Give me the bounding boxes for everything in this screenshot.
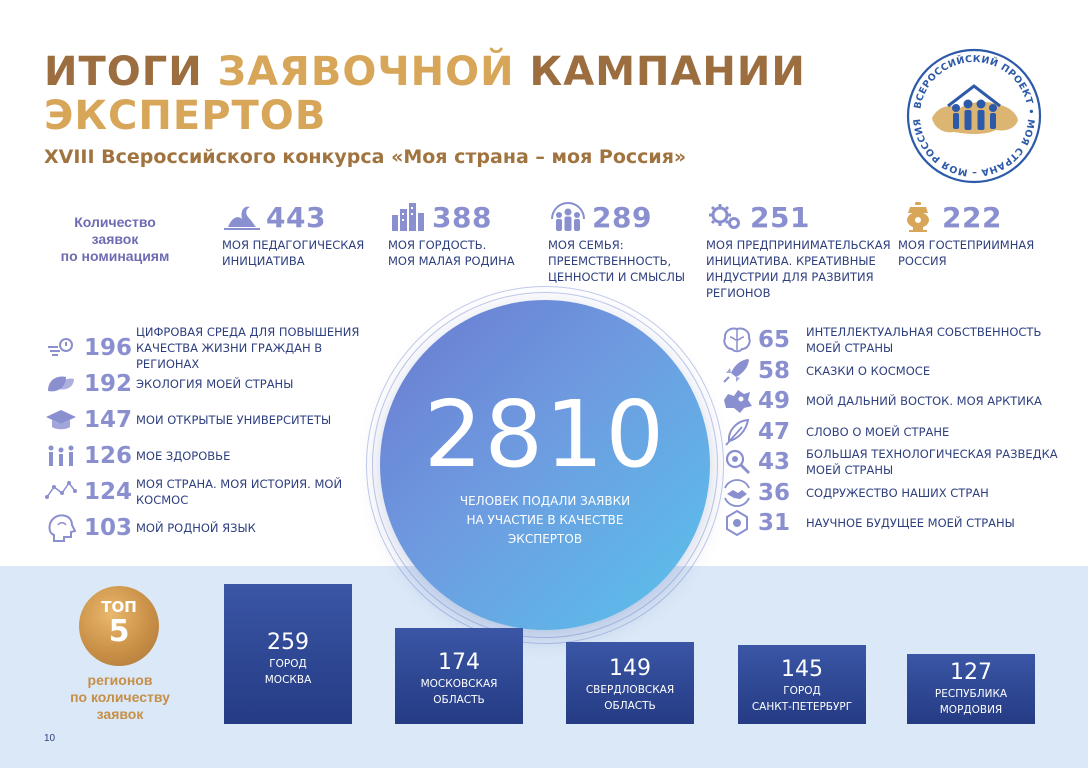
page-subtitle: XVIII Всероссийского конкурса «Моя страна – моя Россия»	[44, 146, 687, 168]
list-item: 36 СОДРУЖЕСТВО НАШИХ СТРАН	[720, 478, 1070, 509]
nominations-list-right	[720, 325, 1070, 539]
region-value: 149	[609, 656, 651, 681]
top5-badge-label: ТОП	[101, 598, 137, 616]
constellation-icon	[44, 477, 78, 507]
region-mordovia	[907, 654, 1035, 724]
region-label-line: СВЕРДЛОВСКАЯ	[585, 684, 675, 696]
list-item: 43 БОЛЬШАЯ ТЕХНОЛОГИЧЕСКАЯ РАЗВЕДКА МОЕЙ СТРАНЫ	[720, 447, 1070, 478]
region-saint-petersburg	[738, 645, 866, 724]
logo-ring-text: ВСЕРОССИЙСКИЙ ПРОЕКТ • МОЯ СТРАНА – МОЯ РОССИЯ	[911, 53, 1037, 179]
list-item: 49 МОЙ ДАЛЬНИЙ ВОСТОК. МОЯ АРКТИКА	[720, 386, 1070, 417]
city-icon	[388, 201, 428, 233]
nomination-value: 222	[942, 200, 1002, 234]
total-value: 2810	[423, 381, 667, 488]
page-number: 10	[44, 733, 56, 744]
brain-icon	[720, 325, 754, 355]
region-label-line: ГОРОД	[269, 658, 307, 670]
region-label-line: РЕСПУБЛИКА	[934, 688, 1008, 700]
list-item: 196 ЦИФРОВАЯ СРЕДА ДЛЯ ПОВЫШЕНИЯ КАЧЕСТВА ЖИЗНИ ГРАЖДАН В РЕГИОНАХ	[44, 330, 384, 366]
nomination-value: 289	[592, 200, 652, 234]
list-item: 147 МОИ ОТКРЫТЫЕ УНИВЕРСИТЕТЫ	[44, 402, 384, 438]
region-label-line: МОСКВА	[264, 674, 312, 686]
leaves-icon	[44, 369, 78, 399]
family-icon	[548, 201, 588, 233]
project-logo	[904, 46, 1044, 186]
total-caption: ЧЕЛОВЕК ПОДАЛИ ЗАЯВКИ НА УЧАСТИЕ В КАЧЕСТВЕ ЭКСПЕРТОВ	[459, 494, 631, 546]
swan-icon	[222, 201, 262, 233]
list-item: 124 МОЯ СТРАНА. МОЯ ИСТОРИЯ. МОЙ КОСМОС	[44, 474, 384, 510]
title-line-2: ЭКСПЕРТОВ	[44, 93, 327, 139]
region-moscow	[224, 584, 352, 724]
title-part-3: КАМПАНИИ	[514, 49, 806, 95]
region-label-line: МОРДОВИЯ	[939, 704, 1003, 716]
region-sverdlovsk	[566, 642, 694, 724]
region-value: 145	[781, 657, 823, 682]
nominations-list-left	[44, 325, 384, 546]
samovar-icon	[898, 201, 938, 233]
nomination-family	[548, 200, 685, 285]
nomination-pride	[388, 200, 515, 269]
title-part-1: ИТОГИ	[44, 49, 218, 95]
list-item: 31 НАУЧНОЕ БУДУЩЕЕ МОЕЙ СТРАНЫ	[720, 508, 1070, 539]
nomination-value: 251	[750, 200, 810, 234]
graduation-cap-icon	[44, 405, 78, 435]
nomination-value: 443	[266, 200, 326, 234]
people-health-icon	[44, 441, 78, 471]
nomination-value: 388	[432, 200, 492, 234]
nomination-hospitable	[898, 200, 1034, 269]
molecule-icon	[720, 508, 754, 538]
region-label-line: МОСКОВСКАЯ	[420, 678, 498, 690]
list-item: 47 СЛОВО О МОЕЙ СТРАНЕ	[720, 417, 1070, 448]
head-profile-icon	[44, 513, 78, 543]
gears-icon	[706, 201, 746, 233]
region-label-line: ОБЛАСТЬ	[604, 700, 656, 712]
top5-caption: регионов по количеству заявок	[70, 672, 170, 722]
nomination-label: МОЯ ГОСТЕПРИИМНАЯ РОССИЯ	[898, 238, 1035, 268]
region-value: 127	[950, 660, 992, 685]
nomination-entrepreneurial	[706, 200, 891, 301]
title-part-2: ЗАЯВОЧНОЙ	[217, 49, 515, 95]
idea-icon	[44, 333, 78, 363]
feather-icon	[720, 417, 754, 447]
region-label-line: ОБЛАСТЬ	[433, 694, 485, 706]
page-title	[44, 50, 806, 138]
map-region-icon	[720, 386, 754, 416]
region-value: 174	[438, 650, 480, 675]
top5-badge-number: 5	[108, 614, 130, 649]
region-value: 259	[267, 630, 309, 655]
magnifier-icon	[720, 447, 754, 477]
rocket-icon	[720, 356, 754, 386]
list-item: 103 МОЙ РОДНОЙ ЯЗЫК	[44, 510, 384, 546]
region-label-line: ГОРОД	[783, 685, 821, 697]
nomination-label: МОЯ ГОРДОСТЬ. МОЯ МАЛАЯ РОДИНА	[388, 238, 515, 268]
region-moscow-oblast	[395, 628, 523, 724]
handshake-icon	[720, 478, 754, 508]
list-item: 65 ИНТЕЛЛЕКТУАЛЬНАЯ СОБСТВЕННОСТЬ МОЕЙ СТРАНЫ	[720, 325, 1070, 356]
nomination-pedagogical	[222, 200, 364, 269]
list-item: 126 МОЕ ЗДОРОВЬЕ	[44, 438, 384, 474]
nominations-count-label: Количество заявок по номинациям	[60, 214, 170, 264]
nomination-label: МОЯ ПРЕДПРИНИМАТЕЛЬСКАЯ ИНИЦИАТИВА. КРЕАТИВНЫЕ ИНДУСТРИИ ДЛЯ РАЗВИТИЯ РЕГИОНОВ	[706, 238, 891, 300]
nomination-label: МОЯ ПЕДАГОГИЧЕСКАЯ ИНИЦИАТИВА	[222, 238, 365, 268]
nomination-label: МОЯ СЕМЬЯ: ПРЕЕМСТВЕННОСТЬ, ЦЕННОСТИ И СМЫСЛЫ	[548, 238, 686, 284]
list-item: 192 ЭКОЛОГИЯ МОЕЙ СТРАНЫ	[44, 366, 384, 402]
region-label-line: САНКТ-ПЕТЕРБУРГ	[751, 701, 853, 713]
list-item: 58 СКАЗКИ О КОСМОСЕ	[720, 356, 1070, 387]
